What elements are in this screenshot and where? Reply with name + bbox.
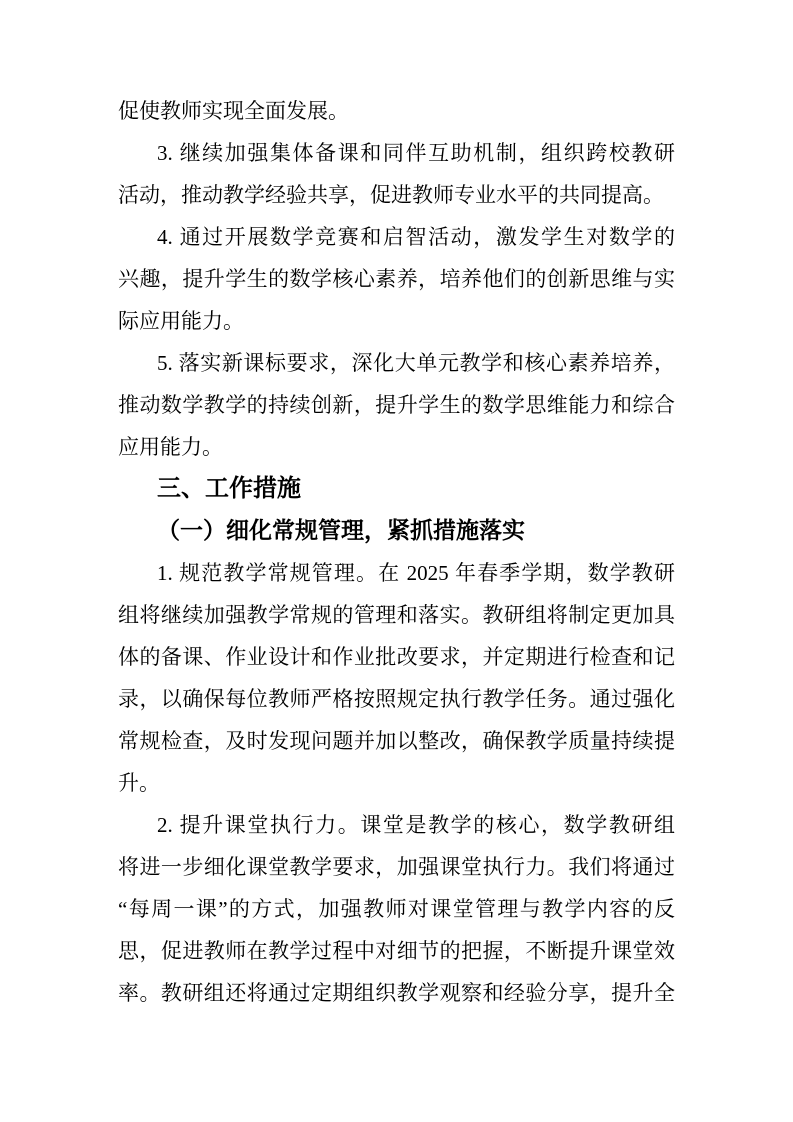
subsection-heading: [118, 510, 675, 552]
text-line: 体的备课、作业设计和作业批改要求，并定期进行检查和记: [118, 645, 675, 669]
text-line: 4. 通过开展数学竞赛和启智活动，激发学生对数学的: [157, 225, 675, 249]
text-line: 5. 落实新课标要求，深化大单元教学和核心素养培养，: [157, 351, 675, 375]
paragraph-continuation: [118, 90, 675, 132]
text-line: 促使教师实现全面发展。: [118, 99, 349, 123]
paragraph: [118, 804, 675, 1014]
text-line: （一）细化常规管理，紧抓措施落实: [157, 518, 525, 543]
text-line: 三、工作措施: [157, 475, 301, 502]
text-line: 将进一步细化课堂教学要求，加强课堂执行力。我们将通过: [118, 855, 675, 879]
text-line: 3. 继续加强集体备课和同伴互助机制，组织跨校教研: [157, 141, 675, 165]
paragraph: [118, 132, 675, 216]
section-heading: [118, 468, 675, 510]
paragraph: [118, 342, 675, 468]
text-line: 兴趣，提升学生的数学核心素养，培养他们的创新思维与实: [118, 267, 675, 291]
text-line: 活动，推动教学经验共享，促进教师专业水平的共同提高。: [118, 183, 664, 207]
text-line: 应用能力。: [118, 435, 223, 459]
text-line: 组将继续加强教学常规的管理和落实。教研组将制定更加具: [118, 603, 675, 627]
paragraph: [118, 216, 675, 342]
text-line: 2. 提升课堂执行力。课堂是教学的核心，数学教研组: [157, 813, 675, 837]
text-line: 推动数学教学的持续创新，提升学生的数学思维能力和综合: [118, 393, 675, 417]
text-line: 升。: [118, 771, 160, 795]
text-line: “每周一课”的方式，加强教师对课堂管理与教学内容的反: [118, 897, 675, 921]
text-line: 1. 规范教学常规管理。在 2025 年春季学期，数学教研: [157, 561, 675, 585]
text-line: 录，以确保每位教师严格按照规定执行教学任务。通过强化: [118, 687, 675, 711]
text-line: 际应用能力。: [118, 309, 244, 333]
text-line: 常规检查，及时发现问题并加以整改，确保教学质量持续提: [118, 729, 675, 753]
document-body: [118, 90, 675, 1014]
text-line: 思，促进教师在教学过程中对细节的把握，不断提升课堂效: [118, 939, 675, 963]
paragraph: [118, 552, 675, 804]
text-line: 率。教研组还将通过定期组织教学观察和经验分享，提升全: [118, 981, 675, 1005]
